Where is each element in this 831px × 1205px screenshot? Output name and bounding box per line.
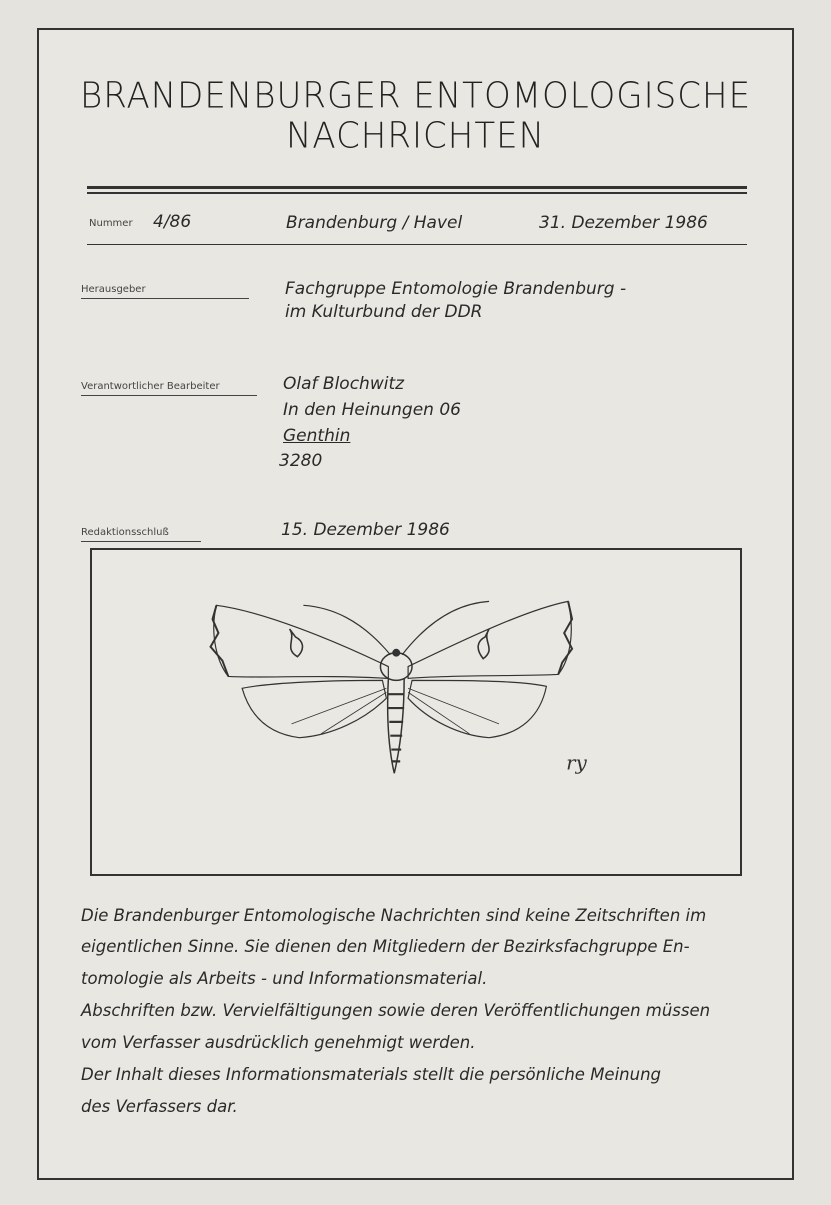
- deadline-label: Redaktionsschluß: [81, 527, 169, 538]
- number-label: Nummer: [89, 218, 133, 229]
- deadline-date: 15. Dezember 1986: [281, 520, 450, 540]
- publisher-label: Herausgeber: [81, 284, 146, 295]
- issue-place: Brandenburg / Havel: [286, 213, 463, 233]
- page-title: BRANDENBURGER ENTOMOLOGISCHE: [79, 75, 752, 117]
- moth-thorax: [380, 653, 412, 681]
- moth-left-forewing-mark: [290, 629, 303, 657]
- publisher-label-underline: [81, 298, 249, 299]
- moth-left-forewing-band: [211, 605, 229, 676]
- moth-head: [392, 649, 400, 657]
- notice-line6: Der Inhalt dieses Informationsmaterials stellt die persönliche Meinung: [81, 1065, 662, 1084]
- editor-city: Genthin: [283, 426, 351, 446]
- moth-drawing: [92, 550, 740, 874]
- double-rule-top: [87, 186, 747, 189]
- moth-left-hindwing: [242, 680, 386, 737]
- notice-line3: tomologie als Arbeits - und Informationsmaterial.: [81, 969, 488, 988]
- editor-postcode: 3280: [279, 451, 323, 471]
- page-frame: [37, 28, 794, 1180]
- rule-under-issue: [87, 244, 747, 245]
- notice-line4: Abschriften bzw. Vervielfältigungen sowie deren Veröffentlichungen müssen: [81, 1001, 711, 1020]
- editor-street: In den Heinungen 06: [283, 400, 461, 420]
- publisher-line2: im Kulturbund der DDR: [285, 302, 483, 322]
- page-title-line2: NACHRICHTEN: [285, 115, 546, 157]
- moth-right-forewing: [408, 601, 571, 678]
- notice-line2: eigentlichen Sinne. Sie dienen den Mitgliedern der Bezirksfachgruppe En-: [81, 937, 690, 956]
- notice-line5: vom Verfasser ausdrücklich genehmigt werden.: [81, 1033, 476, 1052]
- moth-illustration: [90, 548, 742, 876]
- editor-label: Verantwortlicher Bearbeiter: [81, 381, 220, 392]
- double-rule-bottom: [87, 192, 747, 194]
- illustrator-signature: ry: [566, 751, 587, 775]
- issue-date: 31. Dezember 1986: [539, 213, 708, 233]
- notice-line7: des Verfassers dar.: [81, 1097, 238, 1116]
- editor-name: Olaf Blochwitz: [283, 374, 405, 394]
- publisher-line1: Fachgruppe Entomologie Brandenburg -: [285, 279, 627, 299]
- deadline-label-underline: [81, 541, 201, 542]
- editor-label-underline: [81, 395, 257, 396]
- moth-right-hindwing: [408, 680, 546, 737]
- issue-number: 4/86: [153, 212, 192, 232]
- notice-line1: Die Brandenburger Entomologische Nachrichten sind keine Zeitschriften im: [81, 906, 707, 925]
- moth-right-antenna: [402, 601, 489, 654]
- moth-abdomen: [388, 678, 405, 773]
